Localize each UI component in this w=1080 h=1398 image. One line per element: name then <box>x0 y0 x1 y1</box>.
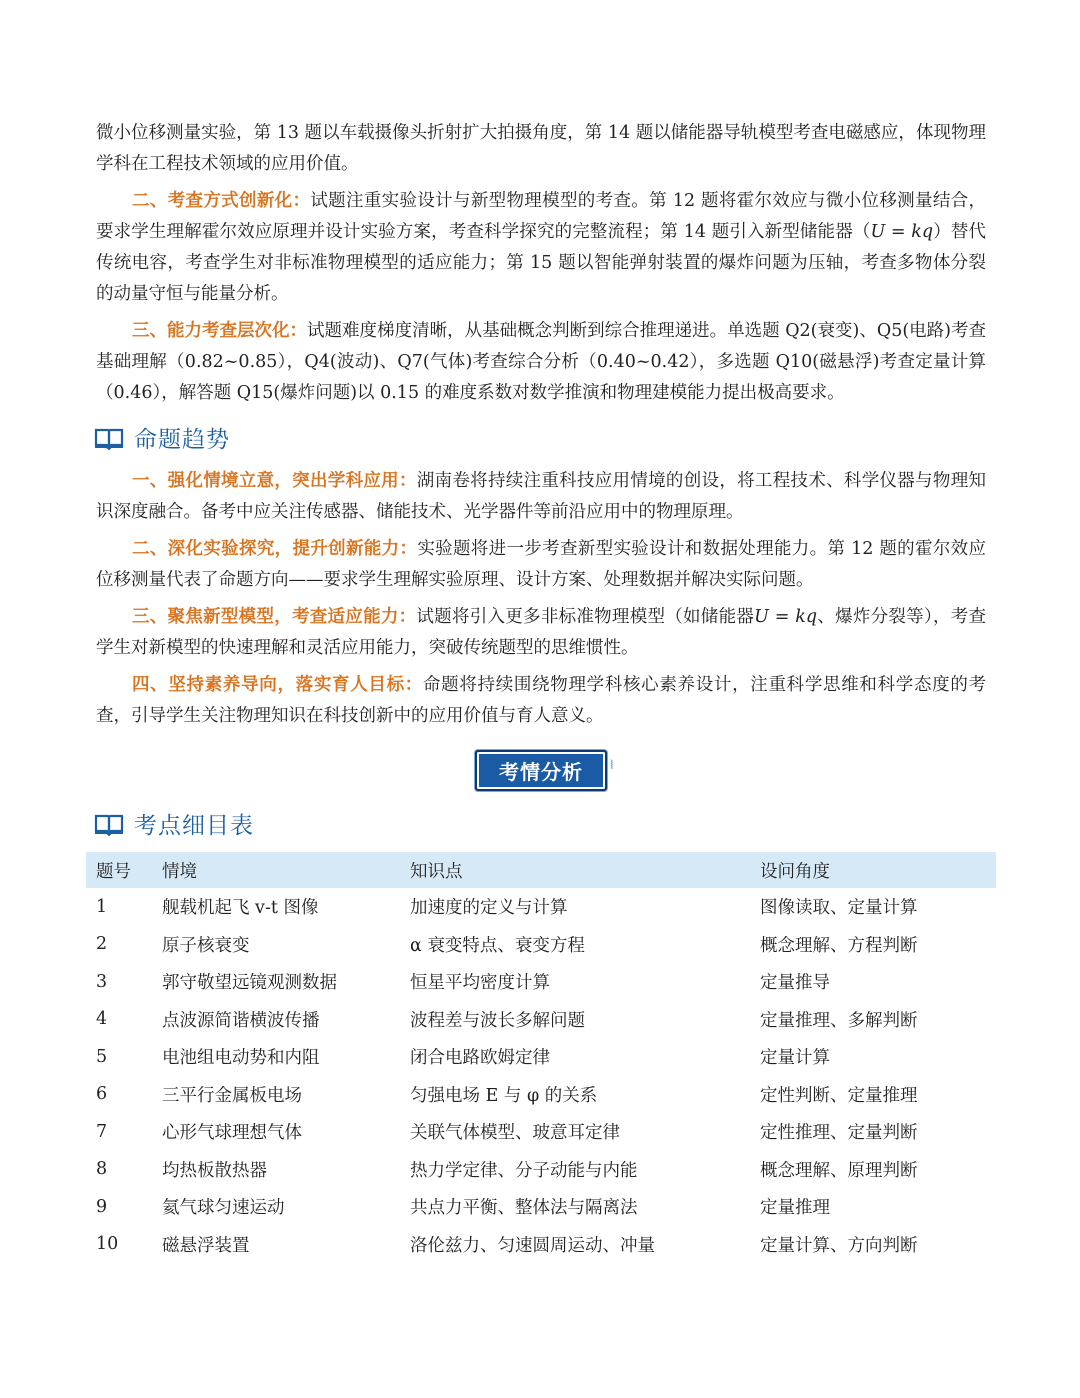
table-cell: 定性判断、定量推理 <box>760 1085 918 1106</box>
table-row <box>86 926 996 964</box>
table-cell: 关联气体模型、玻意耳定律 <box>410 1123 620 1144</box>
table-row <box>86 1001 996 1039</box>
table-cell: 6 <box>96 1084 108 1105</box>
table-cell: 氦气球匀速运动 <box>162 1198 285 1219</box>
table-cell: 10 <box>96 1234 119 1255</box>
badge-decoration: ⦚ <box>610 758 614 772</box>
table-cell: 磁悬浮装置 <box>162 1235 250 1256</box>
table-cell: 定量计算 <box>760 1048 830 1069</box>
section-heading-table <box>94 807 986 840</box>
trend-paragraph-2 <box>96 534 986 596</box>
table-cell: 匀强电场 E 与 φ 的关系 <box>410 1085 598 1106</box>
table-cell: 均热板散热器 <box>162 1160 267 1181</box>
table-cell: 定量计算、方向判断 <box>760 1235 918 1256</box>
paragraph-text: 试题注重实验设计与新型物理模型的考查。第 12 题将霍尔效应与微小位移测量结合，要求学生理解霍尔效应原理并设计实验方案，考查科学探究的完整流程；第 14 题引入新型储能器（ <box>96 191 986 242</box>
highlight-label: 二、考查方式创新化： <box>132 191 311 211</box>
section-title: 命题趋势 <box>134 427 230 453</box>
table-cell: 点波源简谐横波传播 <box>162 1010 320 1031</box>
column-header: 设问角度 <box>760 861 830 882</box>
formula: U = kq <box>870 222 934 242</box>
table-cell: 郭守敬望远镜观测数据 <box>162 973 337 994</box>
table-cell: 概念理解、原理判断 <box>760 1160 918 1181</box>
table-row <box>86 888 996 926</box>
table-row <box>86 963 996 1001</box>
table-cell: 定量推导 <box>760 973 830 994</box>
intro-text-1: 微小位移测量实验，第 13 题以车载摄像头折射扩大拍摄角度，第 14 题以储能器导轨模型考查电磁感应，体现物理学科在工程技术领域的应用价值。 <box>96 123 986 174</box>
table-row <box>86 1076 996 1114</box>
section-badge <box>475 750 614 791</box>
table-cell: 7 <box>96 1121 108 1142</box>
table-cell: 心形气球理想气体 <box>162 1123 302 1144</box>
table-row <box>86 1188 996 1226</box>
table-row <box>86 1226 996 1264</box>
paragraph-text: 试题难度梯度清晰，从基础概念判断到综合推理递进。单选题 Q2(衰变)、Q5(电路)考查基础理解（0.82~0.85），Q4(波动)、Q7(气体)考查综合分析（0.40~0.42），多选题 Q10(磁悬浮)考查定量计算（0.46），解答题 Q15(爆炸问题)以 0.15 的难度系数对数学推演和物理建模能力提出极高要求。 <box>96 321 987 403</box>
paragraph-text: 命题将持续围绕物理学科核心素养设计，注重科学思维和科学态度的考查，引导学生关注物理知识在科技创新中的应用价值与育人意义。 <box>96 675 987 726</box>
table-cell: 三平行金属板电场 <box>162 1085 302 1106</box>
column-header: 题号 <box>96 861 131 882</box>
table-cell: 恒星平均密度计算 <box>410 973 550 994</box>
table-cell: 5 <box>96 1046 108 1067</box>
highlight-label: 二、深化实验探究，提升创新能力： <box>132 539 418 559</box>
trend-paragraph-3 <box>96 602 986 664</box>
paragraph-text: 、爆炸分裂等），考查学生对新模型的快速理解和灵活应用能力，突破传统题型的思维惯性。 <box>96 607 987 658</box>
table-cell: 闭合电路欧姆定律 <box>410 1048 550 1069</box>
table-cell: 洛伦兹力、匀速圆周运动、冲量 <box>410 1235 655 1256</box>
badge-label: 考情分析 <box>499 760 583 784</box>
document-page <box>96 118 986 1263</box>
table-cell: 概念理解、方程判断 <box>760 935 918 956</box>
table-row <box>86 1113 996 1151</box>
table-row <box>86 1151 996 1189</box>
table-cell: 定性推理、定量判断 <box>760 1123 918 1144</box>
badge-wrapper <box>96 750 986 791</box>
trend-paragraph-4 <box>96 670 986 732</box>
table-cell: 舰载机起飞 v-t 图像 <box>162 898 319 919</box>
paragraph-text: 湖南卷将持续注重科技应用情境的创设，将工程技术、科学仪器与物理知识深度融合。备考中应关注传感器、储能技术、光学器件等前沿应用中的物理原理。 <box>96 471 986 522</box>
table-cell: 波程差与波长多解问题 <box>410 1010 585 1031</box>
table-cell: 定量推理、多解判断 <box>760 1010 918 1031</box>
column-header: 知识点 <box>410 861 463 882</box>
paragraph-text: 实验题将进一步考查新型实验设计和数据处理能力。第 12 题的霍尔效应位移测量代表了命题方向——要求学生理解实验原理、设计方案、处理数据并解决实际问题。 <box>96 539 986 590</box>
table-cell: α 衰变特点、衰变方程 <box>410 935 585 956</box>
table-cell: 8 <box>96 1159 108 1180</box>
trend-paragraph-1 <box>96 466 986 528</box>
section-title: 考点细目表 <box>134 813 254 839</box>
paragraph-text: 试题将引入更多非标准物理模型（如储能器 <box>416 607 755 627</box>
table-cell: 共点力平衡、整体法与隔离法 <box>410 1198 638 1219</box>
table-cell: 图像读取、定量计算 <box>760 898 918 919</box>
highlight-label: 三、聚焦新型模型，考查适应能力： <box>132 607 417 627</box>
paragraph-text: ）替代传统电容，考查学生对非标准物理模型的适应能力；第 15 题以智能弹射装置的爆炸问题为压轴，考查多物体分裂的动量守恒与能量分析。 <box>96 222 987 304</box>
table-cell: 热力学定律、分子动能与内能 <box>410 1160 638 1181</box>
intro-paragraph-2 <box>96 186 986 310</box>
column-header: 情境 <box>162 861 197 882</box>
section-heading-trend <box>94 421 986 454</box>
table-cell: 1 <box>96 896 108 917</box>
formula: U = kq <box>754 607 818 627</box>
book-icon <box>94 812 124 836</box>
table-row <box>86 1038 996 1076</box>
intro-paragraph-1 <box>96 118 986 180</box>
table-cell: 3 <box>96 971 108 992</box>
table-cell: 定量推理 <box>760 1198 830 1219</box>
table-cell: 原子核衰变 <box>162 935 250 956</box>
highlight-label: 三、能力考查层次化： <box>132 321 308 341</box>
table-cell: 2 <box>96 934 108 955</box>
highlight-label: 四、坚持素养导向，落实育人目标： <box>132 675 423 695</box>
book-icon <box>94 426 124 450</box>
table-cell: 9 <box>96 1196 108 1217</box>
intro-paragraph-3 <box>96 316 986 409</box>
table-cell: 电池组电动势和内阻 <box>162 1048 320 1069</box>
exam-points-table <box>86 852 996 1263</box>
table-cell: 4 <box>96 1009 108 1030</box>
table-header-row <box>86 852 996 888</box>
table-cell: 加速度的定义与计算 <box>410 898 568 919</box>
highlight-label: 一、强化情境立意，突出学科应用： <box>132 471 417 491</box>
